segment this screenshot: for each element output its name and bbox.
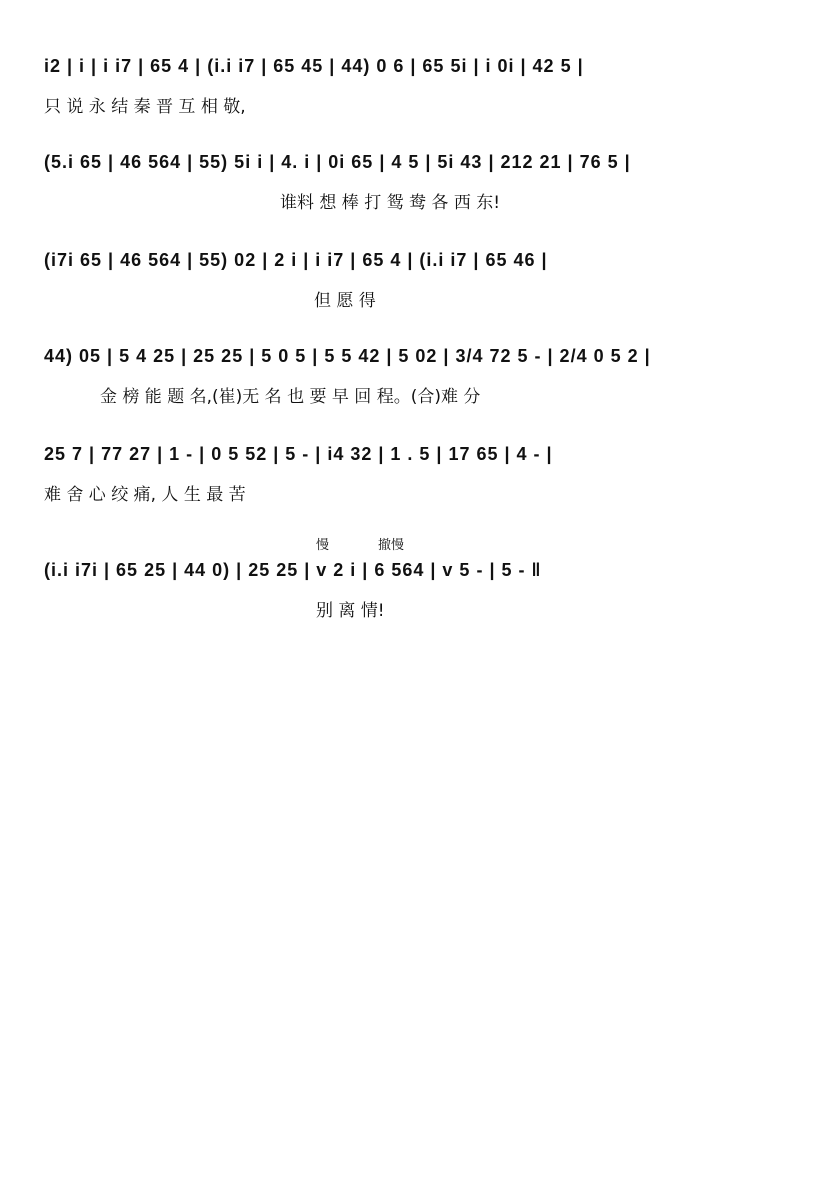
score-system-1 xyxy=(44,56,796,120)
lyrics-line-2: 谁料 想 棒 打 鸳 鸯 各 西 东! xyxy=(280,193,501,213)
score-system-5 xyxy=(44,444,796,508)
score-system-2 xyxy=(44,152,796,216)
notation-line-1: i2 | i | i i7 | 65 4 | (i.i i7 | 65 45 | 44) 0 6 | 65 5i | i 0i | 42 5 | xyxy=(44,56,584,76)
score-system-3 xyxy=(44,250,796,314)
score-system-4 xyxy=(44,346,796,410)
notation-line-5: 25 7 | 77 27 | 1 - | 0 5 52 | 5 - | i4 32 | 1 . 5 | 17 65 | 4 - | xyxy=(44,444,553,464)
notation-line-4: 44) 05 | 5 4 25 | 25 25 | 5 0 5 | 5 5 42 | 5 02 | 3/4 72 5 - | 2/4 0 5 2 | xyxy=(44,346,651,366)
lyrics-line-4: 金 榜 能 题 名,(崔)无 名 也 要 早 回 程。(合)难 分 xyxy=(100,387,481,407)
notation-line-6: (i.i i7i | 65 25 | 44 0) | 25 25 | v 2 i | 6 564 | v 5 - | 5 - ‖ xyxy=(44,560,542,580)
lyrics-line-3: 但 愿 得 xyxy=(314,291,376,311)
lyrics-line-6: 别 离 情! xyxy=(316,601,385,621)
notation-line-2: (5.i 65 | 46 564 | 55) 5i i | 4. i | 0i 65 | 4 5 | 5i 43 | 212 21 | 76 5 | xyxy=(44,152,631,172)
lyrics-line-1: 只 说 永 结 秦 晋 互 相 敬, xyxy=(44,97,246,117)
lyrics-line-5: 难 舍 心 绞 痛, 人 生 最 苦 xyxy=(44,485,246,505)
notation-line-3: (i7i 65 | 46 564 | 55) 02 | 2 i | i i7 | 65 4 | (i.i i7 | 65 46 | xyxy=(44,250,548,270)
score-system-6 xyxy=(44,560,796,624)
tempo-mark-slow: 慢 xyxy=(316,538,330,553)
tempo-mark-ritardando: 撤慢 xyxy=(378,538,405,553)
